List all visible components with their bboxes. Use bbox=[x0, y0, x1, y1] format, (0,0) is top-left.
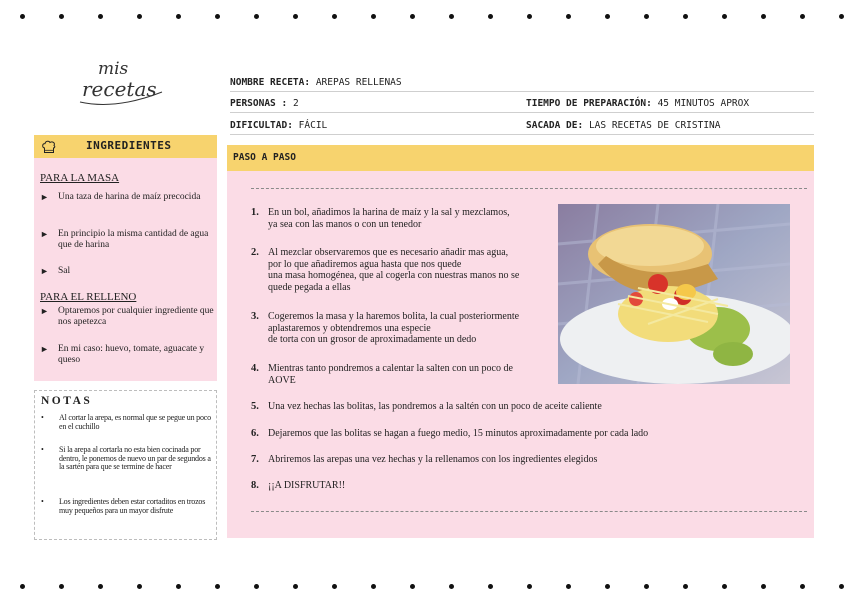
decorative-dot bbox=[20, 14, 25, 19]
decorative-dot bbox=[371, 14, 376, 19]
step-item: 1. En un bol, añadimos la harina de maíz y la sal y mezclamos, ya sea con las manos o con un tenedor bbox=[251, 207, 510, 230]
servings-row bbox=[230, 94, 814, 113]
decorative-dot bbox=[215, 14, 220, 19]
divider bbox=[251, 188, 807, 189]
decorative-dot bbox=[98, 584, 103, 589]
decorative-dot bbox=[59, 14, 64, 19]
decorative-dot bbox=[176, 584, 181, 589]
recipe-name-label: NOMBRE RECETA: bbox=[230, 77, 311, 88]
logo-line-recetas: recetas bbox=[82, 77, 157, 101]
decorative-dot bbox=[98, 14, 103, 19]
decorative-dot bbox=[293, 14, 298, 19]
note-item: • Los ingredientes deben estar cortaditos en trozos muy pequeños para un mayor disfrute bbox=[41, 497, 206, 515]
decorative-dot bbox=[137, 14, 142, 19]
decorative-dot bbox=[449, 584, 454, 589]
notes-title: NOTAS bbox=[41, 395, 93, 407]
step-item: 8. ¡¡A DISFRUTAR!! bbox=[251, 480, 346, 491]
difficulty-row bbox=[230, 116, 814, 135]
ingredient-item: ► Una taza de harina de maíz precocida bbox=[40, 192, 201, 202]
decorative-dot bbox=[800, 14, 805, 19]
divider bbox=[251, 511, 807, 512]
decorative-dot bbox=[410, 14, 415, 19]
decorative-dot bbox=[215, 584, 220, 589]
decorative-dot bbox=[410, 584, 415, 589]
step-item: 7. Abriremos las arepas una vez hechas y la rellenamos con los ingredientes elegidos bbox=[251, 454, 598, 465]
decorative-dot bbox=[449, 14, 454, 19]
decorative-dot bbox=[761, 14, 766, 19]
chef-hat-icon bbox=[41, 139, 57, 155]
ingredients-header bbox=[34, 135, 217, 158]
decorative-dot bbox=[59, 584, 64, 589]
decorative-dot bbox=[332, 584, 337, 589]
dotted-border-bottom bbox=[0, 584, 848, 592]
ingredient-item: ► En principio la misma cantidad de agua que de harina bbox=[40, 229, 209, 250]
servings-value: 2 bbox=[292, 98, 299, 109]
ingredient-item: ► En mi caso: huevo, tomate, aguacate y queso bbox=[40, 344, 205, 365]
difficulty-value: FÁCIL bbox=[298, 120, 328, 131]
decorative-dot bbox=[839, 14, 844, 19]
decorative-dot bbox=[332, 14, 337, 19]
steps-panel bbox=[227, 145, 814, 538]
note-item: • Al cortar la arepa, es normal que se pegue un poco en el cuchillo bbox=[41, 413, 211, 431]
decorative-dot bbox=[839, 584, 844, 589]
step-item: 2. Al mezclar observaremos que es necesario añadir mas agua, por lo que añadiremos agua hasta que nos quede una masa homogénea, que al cogerla con nuestras manos no se quede pegada a ellas bbox=[251, 247, 520, 293]
decorative-dot bbox=[644, 14, 649, 19]
logo-line-mis: mis bbox=[98, 59, 129, 79]
decorative-dot bbox=[644, 584, 649, 589]
decorative-dot bbox=[20, 584, 25, 589]
decorative-dot bbox=[722, 14, 727, 19]
step-item: 4. Mientras tanto pondremos a calentar la salten con un poco de AOVE bbox=[251, 363, 513, 386]
decorative-dot bbox=[488, 14, 493, 19]
prep-time-label: TIEMPO DE PREPARACIÓN: bbox=[526, 98, 652, 109]
servings-label: PERSONAS : bbox=[230, 98, 288, 109]
notes-panel bbox=[34, 390, 217, 540]
decorative-dot bbox=[254, 14, 259, 19]
decorative-dot bbox=[605, 584, 610, 589]
ingredients-panel bbox=[34, 135, 217, 381]
dough-section-title: PARA LA MASA bbox=[40, 172, 120, 184]
decorative-dot bbox=[605, 14, 610, 19]
decorative-dot bbox=[566, 14, 571, 19]
decorative-dot bbox=[761, 584, 766, 589]
difficulty-label: DIFICULTAD: bbox=[230, 120, 293, 131]
step-item: 6. Dejaremos que las bolitas se hagan a fuego medio, 15 minutos aproximadamente por cada lado bbox=[251, 428, 649, 439]
dotted-border-top bbox=[0, 14, 848, 22]
mis-recetas-logo bbox=[76, 52, 166, 114]
decorative-dot bbox=[527, 14, 532, 19]
decorative-dot bbox=[488, 584, 493, 589]
decorative-dot bbox=[254, 584, 259, 589]
prep-time-value: 45 MINUTOS APROX bbox=[657, 98, 750, 109]
step-item: 3. Cogeremos la masa y la haremos bolita, la cual posteriormente aplastaremos y obtendremos una especie de torta con un grosor de aproximadamente un dedo bbox=[251, 311, 520, 345]
decorative-dot bbox=[176, 14, 181, 19]
decorative-dot bbox=[722, 584, 727, 589]
ingredients-title: INGREDIENTES bbox=[86, 139, 172, 152]
source-value: LAS RECETAS DE CRISTINA bbox=[588, 120, 721, 131]
decorative-dot bbox=[683, 14, 688, 19]
decorative-dot bbox=[371, 584, 376, 589]
steps-title: PASO A PASO bbox=[233, 152, 296, 163]
decorative-dot bbox=[566, 584, 571, 589]
prep-time-field bbox=[526, 94, 749, 113]
filling-section-title: PARA EL RELLENO bbox=[40, 291, 137, 303]
note-item: • Si la arepa al cortarla no esta bien cocinada por dentro, le ponemos de nuevo un par de segundos a la sartén para que se termine de hacer bbox=[41, 445, 211, 472]
step-item: 5. Una vez hechas las bolitas, las pondremos a la saltén con un poco de aceite caliente bbox=[251, 401, 602, 412]
recipe-name-row bbox=[230, 73, 814, 92]
decorative-dot bbox=[527, 584, 532, 589]
arepa-photo bbox=[558, 204, 790, 384]
source-field bbox=[526, 116, 721, 135]
decorative-dot bbox=[293, 584, 298, 589]
recipe-name-value: AREPAS RELLENAS bbox=[315, 77, 402, 88]
ingredient-item: ► Sal bbox=[40, 266, 71, 276]
source-label: SACADA DE: bbox=[526, 120, 584, 131]
decorative-dot bbox=[800, 584, 805, 589]
decorative-dot bbox=[137, 584, 142, 589]
steps-header bbox=[227, 145, 814, 171]
decorative-dot bbox=[683, 584, 688, 589]
ingredient-item: ► Optaremos por cualquier ingrediente que nos apetezca bbox=[40, 306, 214, 327]
